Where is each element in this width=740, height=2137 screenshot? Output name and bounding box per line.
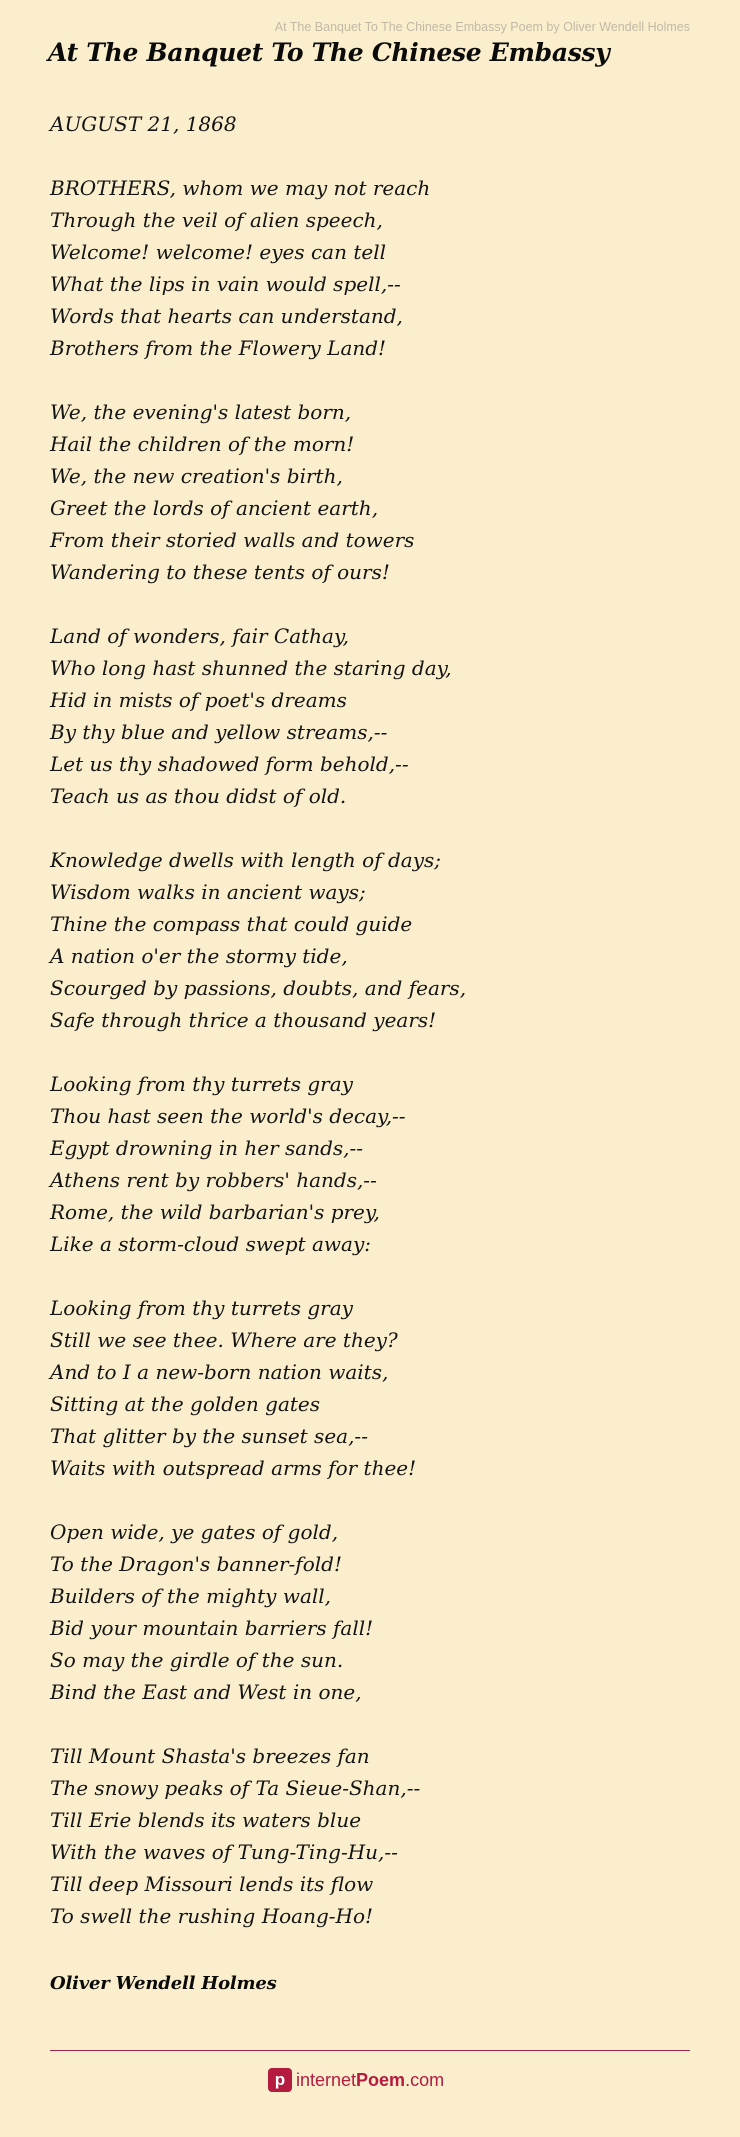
site-logo-link[interactable] bbox=[268, 2066, 444, 2094]
poem-author[interactable]: Oliver Wendell Holmes bbox=[50, 1973, 277, 1994]
poem-line: Welcome! welcome! eyes can tell bbox=[50, 240, 387, 264]
poem-line: Egypt drowning in her sands,-- bbox=[50, 1136, 364, 1160]
logo-text-part1: internet bbox=[296, 2069, 357, 2090]
poem-line: To the Dragon's banner-fold! bbox=[50, 1552, 342, 1576]
poem-stanza bbox=[50, 1516, 700, 1708]
poem-line: Still we see thee. Where are they? bbox=[50, 1328, 398, 1352]
poem-line: Bind the East and West in one, bbox=[50, 1680, 362, 1704]
poem-line: Knowledge dwells with length of days; bbox=[50, 848, 441, 872]
poem-line: Land of wonders, fair Cathay, bbox=[50, 624, 349, 648]
poem-line: That glitter by the sunset sea,-- bbox=[50, 1424, 368, 1448]
poem-line: The snowy peaks of Ta Sieue-Shan,-- bbox=[50, 1776, 421, 1800]
poem-stanza bbox=[50, 1068, 700, 1260]
poem-line: To swell the rushing Hoang-Ho! bbox=[50, 1904, 374, 1928]
poem-line: Till deep Missouri lends its flow bbox=[50, 1872, 374, 1896]
poem-line: Thine the compass that could guide bbox=[50, 912, 413, 936]
site-logo-text bbox=[296, 2070, 444, 2091]
poem-body bbox=[50, 108, 700, 1964]
poem-line: Hail the children of the morn! bbox=[50, 432, 355, 456]
poem-line: Rome, the wild barbarian's prey, bbox=[50, 1200, 380, 1224]
poem-line: Wandering to these tents of ours! bbox=[50, 560, 390, 584]
poem-line: Through the veil of alien speech, bbox=[50, 208, 383, 232]
poem-stanza bbox=[50, 396, 700, 588]
poem-dateline bbox=[50, 108, 700, 140]
poem-line: So may the girdle of the sun. bbox=[50, 1648, 344, 1672]
poem-line: Let us thy shadowed form behold,-- bbox=[50, 752, 409, 776]
poem-line: What the lips in vain would spell,-- bbox=[50, 272, 401, 296]
poem-line: Words that hearts can understand, bbox=[50, 304, 403, 328]
page-watermark: At The Banquet To The Chinese Embassy Poem by Oliver Wendell Holmes bbox=[274, 20, 690, 34]
poem-line: BROTHERS, whom we may not reach bbox=[50, 176, 431, 200]
logo-text-part3: .com bbox=[405, 2069, 445, 2090]
poem-line: Like a storm-cloud swept away: bbox=[50, 1232, 371, 1256]
poem-line: Safe through thrice a thousand years! bbox=[50, 1008, 437, 1032]
poem-line: Till Erie blends its waters blue bbox=[50, 1808, 362, 1832]
poem-line: Scourged by passions, doubts, and fears, bbox=[50, 976, 467, 1000]
poem-line: We, the evening's latest born, bbox=[50, 400, 352, 424]
poem-line: We, the new creation's birth, bbox=[50, 464, 343, 488]
poem-title: At The Banquet To The Chinese Embassy bbox=[48, 38, 610, 67]
poem-stanza bbox=[50, 172, 700, 364]
poem-line: Athens rent by robbers' hands,-- bbox=[50, 1168, 377, 1192]
poem-line: A nation o'er the stormy tide, bbox=[50, 944, 348, 968]
poem-line: Builders of the mighty wall, bbox=[50, 1584, 332, 1608]
poem-line: Open wide, ye gates of gold, bbox=[50, 1520, 339, 1544]
poem-line: Wisdom walks in ancient ways; bbox=[50, 880, 366, 904]
footer-divider bbox=[50, 2050, 690, 2051]
poem-stanza bbox=[50, 1292, 700, 1484]
poem-line: Who long hast shunned the staring day, bbox=[50, 656, 452, 680]
poem-line: Looking from thy turrets gray bbox=[50, 1296, 353, 1320]
poem-line: From their storied walls and towers bbox=[50, 528, 415, 552]
poem-line: Till Mount Shasta's breezes fan bbox=[50, 1744, 370, 1768]
internetpoem-logo-icon: p bbox=[268, 2068, 292, 2092]
poem-line: Thou hast seen the world's decay,-- bbox=[50, 1104, 406, 1128]
poem-stanza bbox=[50, 620, 700, 812]
poem-date: AUGUST 21, 1868 bbox=[50, 112, 237, 136]
poem-line: Brothers from the Flowery Land! bbox=[50, 336, 387, 360]
poem-line: And to I a new-born nation waits, bbox=[50, 1360, 389, 1384]
poem-line: Sitting at the golden gates bbox=[50, 1392, 321, 1416]
poem-line: Greet the lords of ancient earth, bbox=[50, 496, 379, 520]
poem-line: Waits with outspread arms for thee! bbox=[50, 1456, 417, 1480]
poem-line: By thy blue and yellow streams,-- bbox=[50, 720, 388, 744]
poem-line: Bid your mountain barriers fall! bbox=[50, 1616, 374, 1640]
poem-line: With the waves of Tung-Ting-Hu,-- bbox=[50, 1840, 398, 1864]
poem-stanza bbox=[50, 844, 700, 1036]
poem-line: Hid in mists of poet's dreams bbox=[50, 688, 347, 712]
poem-line: Teach us as thou didst of old. bbox=[50, 784, 347, 808]
poem-stanza bbox=[50, 1740, 700, 1932]
poem-line: Looking from thy turrets gray bbox=[50, 1072, 353, 1096]
logo-text-part2: Poem bbox=[356, 2069, 406, 2090]
